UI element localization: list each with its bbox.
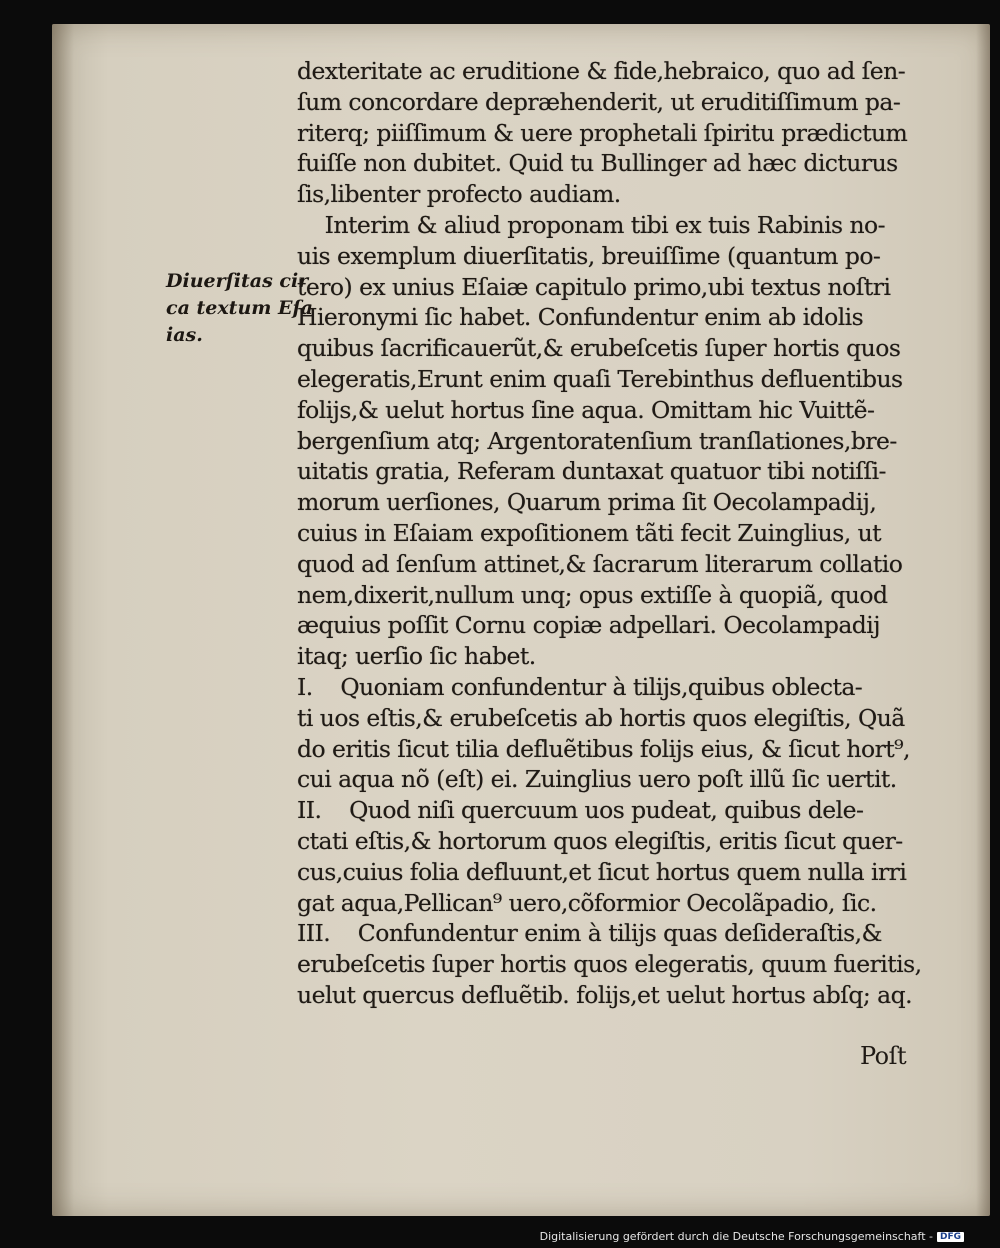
text-line: Hieronymi ſic habet. Confundentur enim ab idolis [297, 303, 864, 332]
text-line: bergenſium atq; Argentoratenſium tranſlationes,bre- [297, 426, 897, 455]
text-line: folijs,& uelut hortus ſine aqua. Omittam hic Vuittẽ- [297, 395, 875, 424]
text-line: tero) ex unius Eſaiæ capitulo primo,ubi textus noſtri [297, 272, 891, 301]
text-line: æquius poſſit Cornu copiæ adpellari. Oecolampadij [297, 611, 880, 640]
margin-note-line: ias. [166, 324, 203, 346]
text-line: fuiſſe non dubitet. Quid tu Bullinger ad hæc dicturus [297, 149, 898, 178]
margin-note [166, 268, 313, 349]
text-line: morum uerſiones, Quarum prima ſit Oecolampadij, [297, 488, 877, 517]
text-line: ctati eſtis,& hortorum quos elegiſtis, eritis ſicut quer- [297, 826, 903, 855]
text-line: nem,dixerit,nullum unq; opus extiſſe à quopiã, quod [297, 580, 888, 609]
text-line: cuius in Eſaiam expoſitionem tãti fecit Zuinglius, ut [297, 518, 882, 547]
text-line: do eritis ſicut tilia defluẽtibus folijs eius, & ſicut hort⁹, [297, 734, 910, 763]
footer-text: Digitalisierung gefördert durch die Deutsche Forschungsgemeinschaft - [539, 1230, 933, 1243]
text-line: quibus ſacrificauerũt,& erubeſcetis ſuper hortis quos [297, 334, 901, 363]
text-line: quod ad ſenſum attinet,& ſacrarum literarum collatio [297, 549, 903, 578]
text-line: dexteritate ac eruditione & fide,hebraico, quo ad ſen- [297, 57, 906, 85]
margin-note-line: Diuerſitas cir [166, 270, 309, 292]
text-line: cus,cuius folia defluunt,et ſicut hortus quem nulla irri [297, 857, 907, 886]
text-line: uis exemplum diuerſitatis, breuiſſime (quantum po- [297, 241, 881, 270]
text-line: ti uos eſtis,& erubeſcetis ab hortis quos elegiſtis, Quã [297, 703, 905, 732]
text-line: uitatis gratia, Referam duntaxat quatuor tibi notiſſi- [297, 457, 886, 486]
body-text [297, 56, 937, 1011]
text-line: itaq; uerſio ſic habet. [297, 642, 536, 671]
text-line: cui aqua nõ (eſt) ei. Zuinglius uero poſt illũ ſic uertit. [297, 765, 897, 794]
text-line: ſis,libenter profecto audiam. [297, 180, 621, 209]
text-line: gat aqua,Pellican⁹ uero,cõformior Oecolãpadio, ſic. [297, 888, 877, 917]
text-line: Interim & aliud proponam tibi ex tuis Rabinis no- [297, 210, 886, 239]
text-line: ſum concordare depræhenderit, ut eruditiſſimum pa- [297, 87, 901, 116]
digitization-footer [540, 1230, 964, 1243]
dfg-logo: DFG [937, 1232, 964, 1242]
text-line: riterq; piiſſimum & uere prophetali ſpiritu prædictum [297, 118, 908, 147]
margin-note-line: ca textum Eſa [166, 297, 313, 319]
text-line: erubeſcetis ſuper hortis quos elegeratis, quum fueritis, [297, 950, 922, 979]
text-line: elegeratis,Erunt enim quaſi Terebinthus defluentibus [297, 364, 903, 393]
text-line: III. Confundentur enim à tilijs quas deſideraſtis,& [297, 919, 882, 948]
catchword: Poſt [860, 1042, 907, 1070]
text-line: I. Quoniam confundentur à tilijs,quibus oblecta- [297, 672, 863, 701]
text-line: II. Quod niſi quercuum uos pudeat, quibus dele- [297, 796, 864, 825]
text-line: uelut quercus defluẽtib. folijs,et uelut hortus abſq; aq. [297, 980, 913, 1009]
